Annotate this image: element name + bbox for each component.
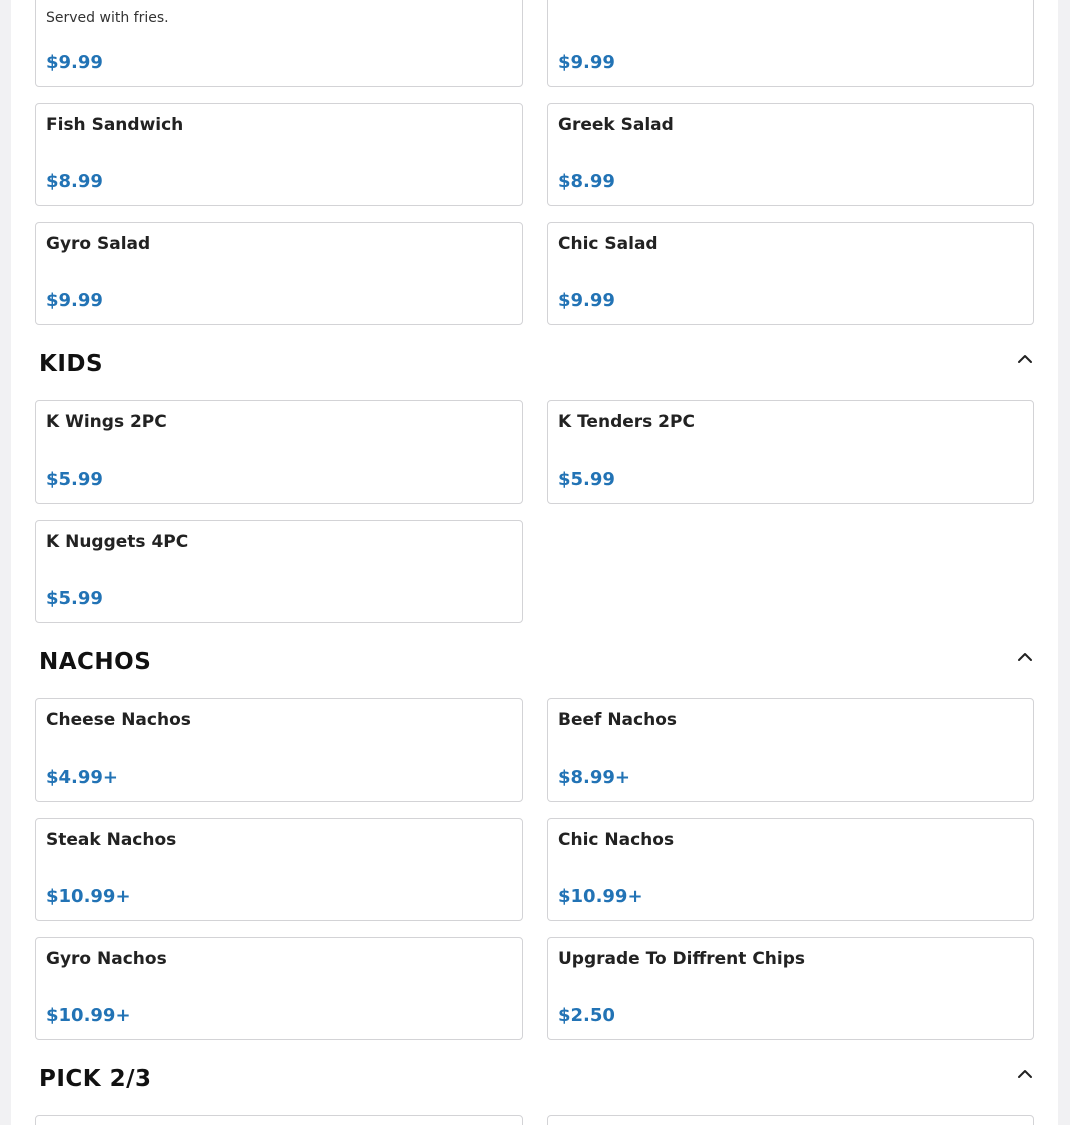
menu-item-price: $5.99 <box>558 469 615 490</box>
menu-item-card[interactable] <box>35 520 523 623</box>
menu-item-card[interactable] <box>547 400 1034 504</box>
menu-page <box>11 0 1058 1125</box>
menu-item-card[interactable] <box>547 937 1034 1040</box>
menu-item-description: Served with fries. <box>46 10 169 26</box>
menu-item-price: $4.99+ <box>46 767 119 788</box>
menu-item-price: $10.99+ <box>46 886 131 907</box>
menu-item-card[interactable] <box>547 698 1034 802</box>
menu-item-name: Cheese Nachos <box>46 710 191 730</box>
menu-item-price: $9.99 <box>558 290 615 311</box>
menu-item-price: $5.99 <box>46 469 103 490</box>
menu-item-name: K Wings 2PC <box>46 412 167 432</box>
menu-item-price: $9.99 <box>46 290 103 311</box>
chevron-up-icon[interactable] <box>1015 349 1035 369</box>
menu-item-name: Steak Nachos <box>46 830 177 850</box>
menu-item-name: Chic Salad <box>558 234 658 254</box>
menu-item-card[interactable] <box>35 698 523 802</box>
menu-item-card[interactable] <box>35 1115 523 1125</box>
menu-item-card[interactable] <box>35 400 523 504</box>
menu-item-price: $10.99+ <box>46 1005 131 1026</box>
menu-item-name: Gyro Salad <box>46 234 151 254</box>
menu-item-name: K Nuggets 4PC <box>46 532 189 552</box>
menu-item-card[interactable] <box>547 818 1034 921</box>
menu-item-name: Beef Nachos <box>558 710 678 730</box>
menu-item-name: Upgrade To Diffrent Chips <box>558 949 806 969</box>
menu-item-name: K Tenders 2PC <box>558 412 695 432</box>
menu-item-price: $5.99 <box>46 588 103 609</box>
menu-item-card[interactable] <box>35 222 523 325</box>
menu-item-price: $10.99+ <box>558 886 643 907</box>
menu-item-card[interactable] <box>547 0 1034 87</box>
menu-item-price: $8.99 <box>558 171 615 192</box>
menu-item-price: $2.50 <box>558 1005 615 1026</box>
menu-item-card[interactable] <box>547 1115 1034 1125</box>
menu-item-card[interactable] <box>547 222 1034 325</box>
menu-item-card[interactable] <box>35 937 523 1040</box>
menu-item-price: $8.99+ <box>558 767 631 788</box>
menu-item-card[interactable] <box>35 0 523 87</box>
menu-item-name: Greek Salad <box>558 115 674 135</box>
menu-item-card[interactable] <box>35 818 523 921</box>
menu-item-price: $9.99 <box>558 52 615 73</box>
menu-item-name: Fish Sandwich <box>46 115 184 135</box>
chevron-up-icon[interactable] <box>1015 647 1035 667</box>
menu-item-price: $9.99 <box>46 52 103 73</box>
section-title-nachos: NACHOS <box>39 649 152 675</box>
section-title-kids: KIDS <box>39 351 104 377</box>
section-title-pick: PICK 2/3 <box>39 1066 152 1092</box>
chevron-up-icon[interactable] <box>1015 1064 1035 1084</box>
menu-item-card[interactable] <box>547 103 1034 206</box>
menu-item-name: Chic Nachos <box>558 830 675 850</box>
menu-item-name: Gyro Nachos <box>46 949 167 969</box>
menu-item-price: $8.99 <box>46 171 103 192</box>
menu-item-card[interactable] <box>35 103 523 206</box>
